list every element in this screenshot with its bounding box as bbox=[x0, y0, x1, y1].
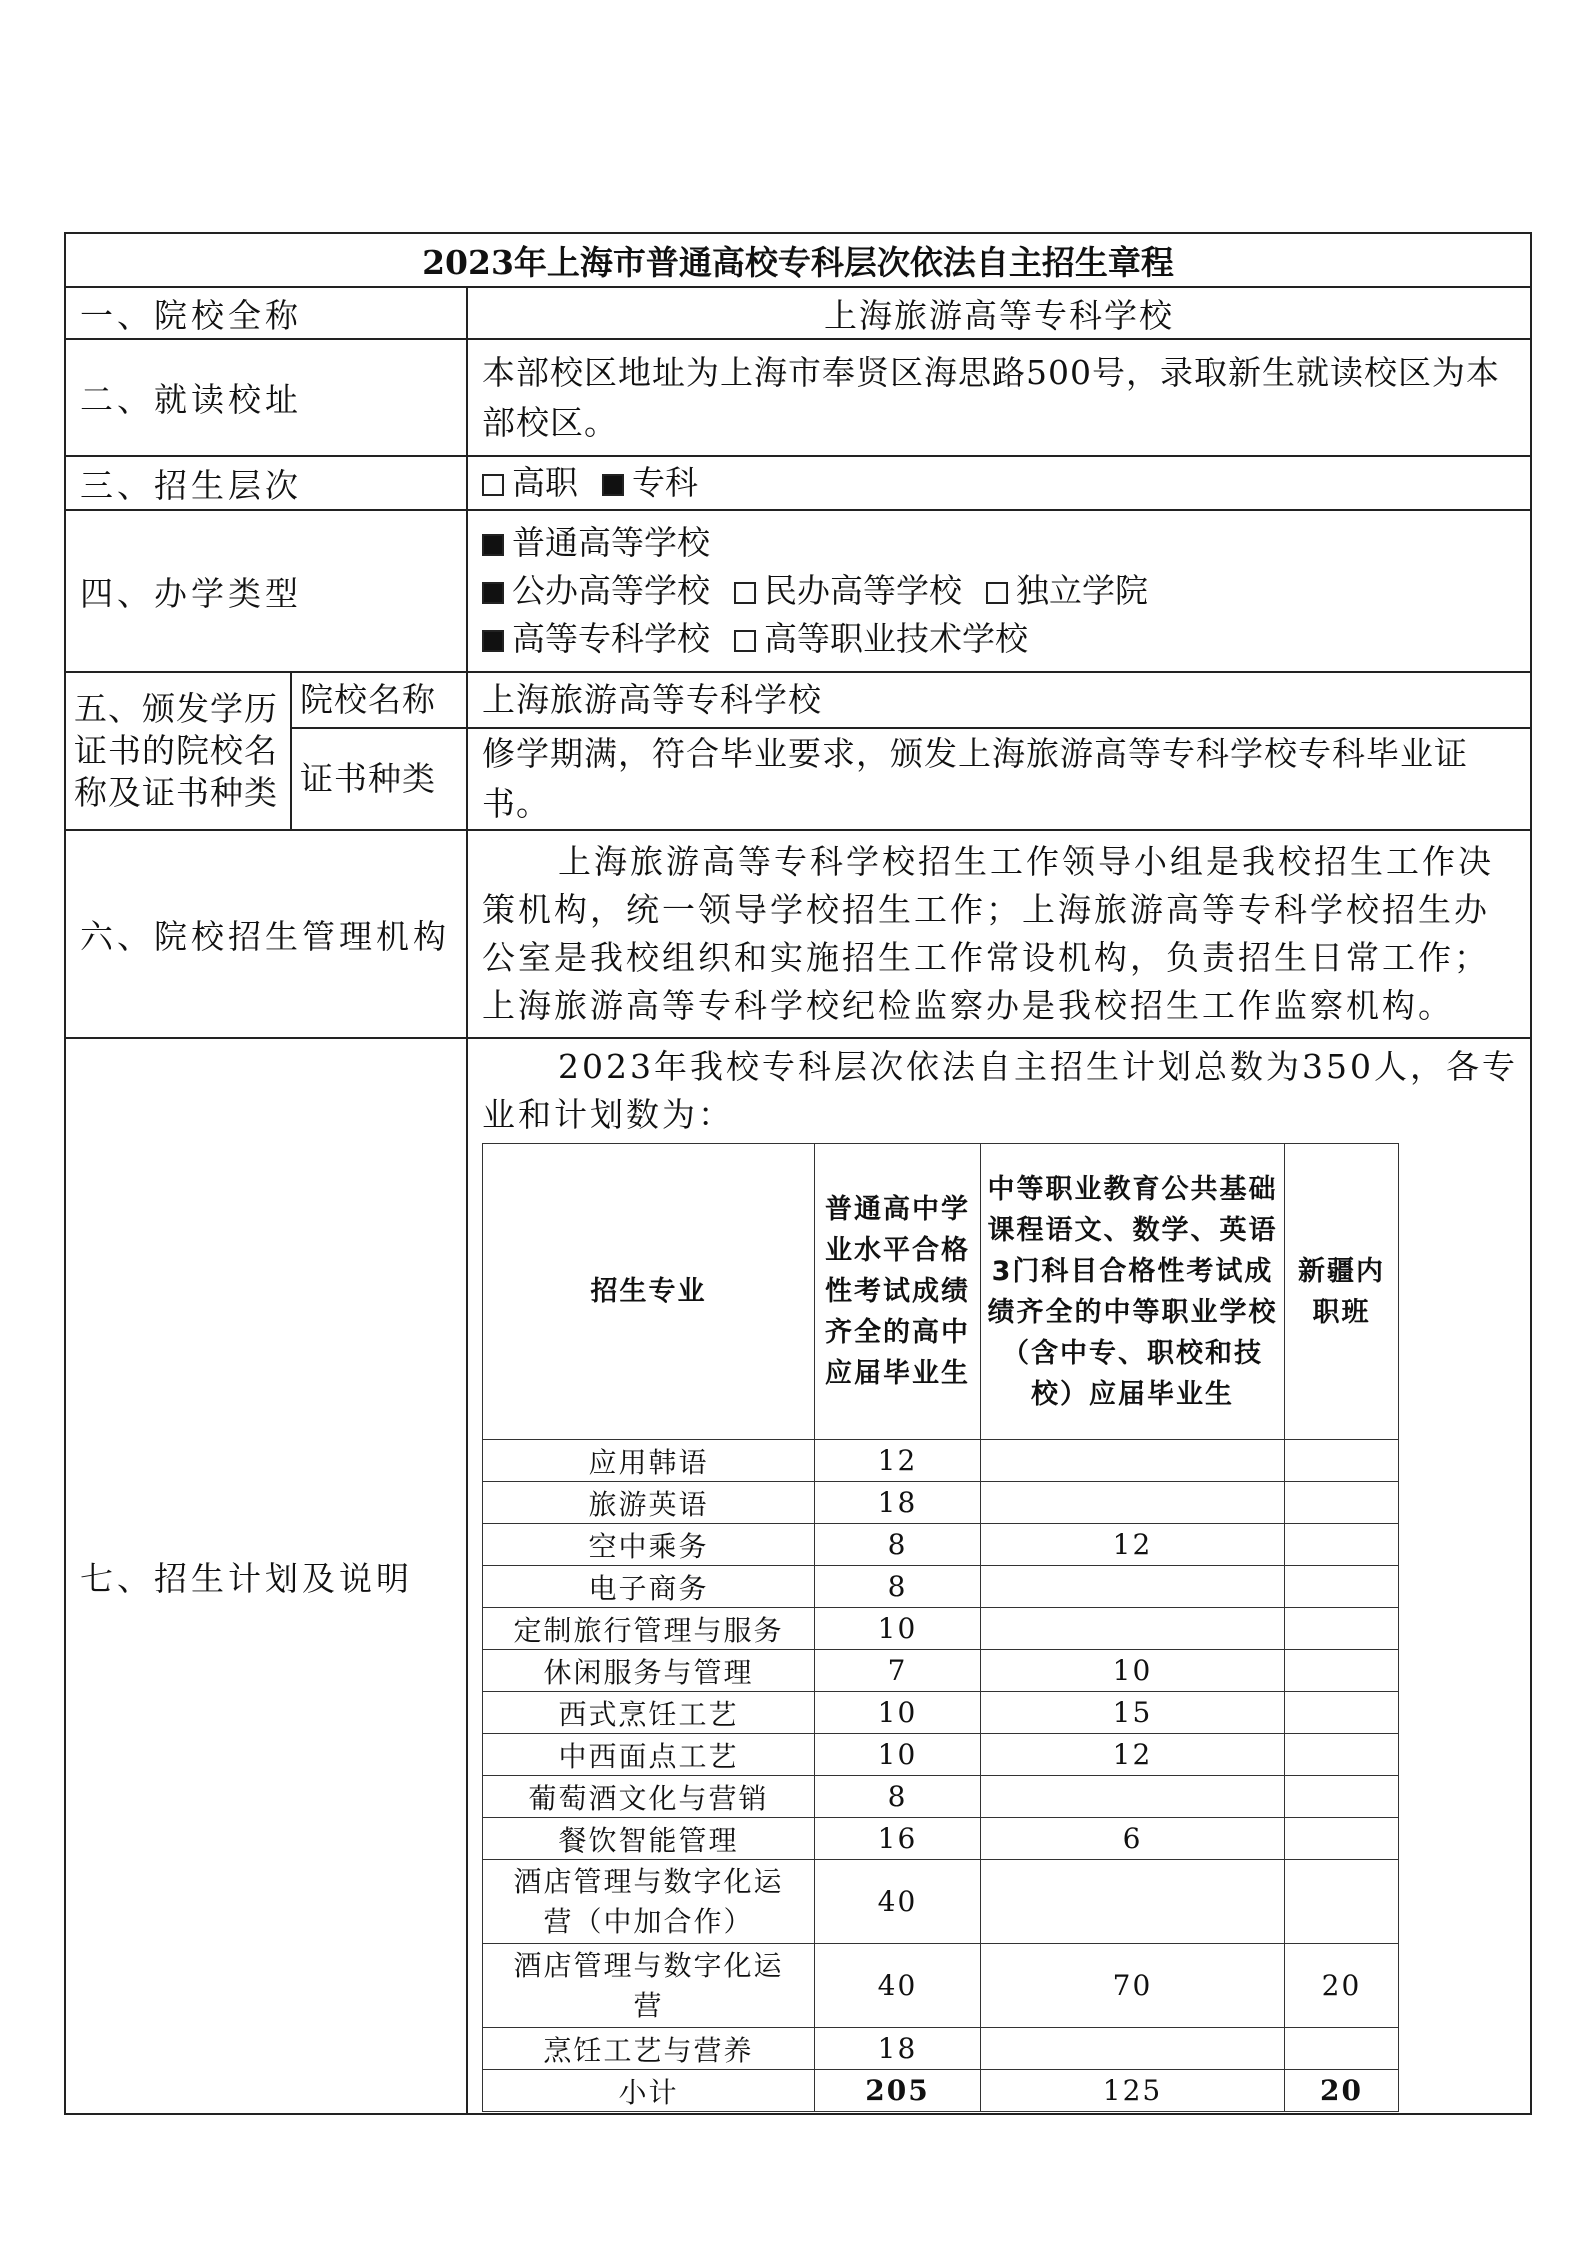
cell-xinjiang bbox=[1285, 1566, 1399, 1608]
cell-vocational bbox=[981, 1776, 1285, 1818]
cell-high-school: 10 bbox=[815, 1692, 981, 1734]
cell-high-school: 18 bbox=[815, 2028, 981, 2070]
table-row bbox=[483, 1818, 1399, 1860]
option-label: 高等职业技术学校 bbox=[764, 619, 1028, 658]
option-line bbox=[482, 567, 1516, 615]
cell-major: 休闲服务与管理 bbox=[483, 1650, 815, 1692]
cell-xinjiang bbox=[1285, 1524, 1399, 1566]
cell-major: 空中乘务 bbox=[483, 1524, 815, 1566]
cell-vocational: 15 bbox=[981, 1692, 1285, 1734]
checked-box-icon bbox=[482, 630, 504, 652]
unchecked-box-icon bbox=[734, 630, 756, 652]
option-item bbox=[986, 571, 1148, 610]
option-label: 专科 bbox=[632, 463, 698, 502]
cell-high-school: 8 bbox=[815, 1566, 981, 1608]
header-xinjiang: 新疆内职班 bbox=[1285, 1144, 1399, 1440]
option-item bbox=[482, 571, 710, 610]
table-row bbox=[483, 1734, 1399, 1776]
unchecked-box-icon bbox=[734, 582, 756, 604]
cell-high-school: 10 bbox=[815, 1608, 981, 1650]
cell-major: 葡萄酒文化与营销 bbox=[483, 1776, 815, 1818]
checked-box-icon bbox=[482, 534, 504, 556]
table-row bbox=[483, 1482, 1399, 1524]
total-vocational: 125 bbox=[981, 2070, 1285, 2112]
option-label: 公办高等学校 bbox=[512, 571, 710, 610]
unchecked-box-icon bbox=[986, 582, 1008, 604]
level-options bbox=[467, 456, 1531, 510]
total-label: 小计 bbox=[483, 2070, 815, 2112]
school-full-name: 上海旅游高等专科学校 bbox=[467, 287, 1531, 339]
cell-high-school: 10 bbox=[815, 1734, 981, 1776]
section-label: 六、院校招生管理机构 bbox=[65, 830, 467, 1038]
header-major: 招生专业 bbox=[483, 1144, 815, 1440]
section-full-name bbox=[65, 287, 1531, 339]
checked-box-icon bbox=[602, 474, 624, 496]
option-label: 民办高等学校 bbox=[764, 571, 962, 610]
cell-major: 中西面点工艺 bbox=[483, 1734, 815, 1776]
option-label: 独立学院 bbox=[1016, 571, 1148, 610]
cell-xinjiang bbox=[1285, 1692, 1399, 1734]
table-row bbox=[483, 1944, 1399, 2028]
cell-vocational: 10 bbox=[981, 1650, 1285, 1692]
cell-major: 电子商务 bbox=[483, 1566, 815, 1608]
section-level bbox=[65, 456, 1531, 510]
cell-vocational bbox=[981, 1566, 1285, 1608]
section-label: 四、办学类型 bbox=[65, 510, 467, 672]
cell-xinjiang bbox=[1285, 1482, 1399, 1524]
option-label: 高等专科学校 bbox=[512, 619, 710, 658]
cell-vocational: 70 bbox=[981, 1944, 1285, 2028]
cell-major: 烹饪工艺与营养 bbox=[483, 2028, 815, 2070]
cell-xinjiang bbox=[1285, 1776, 1399, 1818]
option-label: 普通高等学校 bbox=[512, 523, 710, 562]
option-line bbox=[482, 615, 1516, 663]
cell-xinjiang bbox=[1285, 1734, 1399, 1776]
header-vocational: 中等职业教育公共基础课程语文、数学、英语3门科目合格性考试成绩齐全的中等职业学校（含中专、职校和技校）应届毕业生 bbox=[981, 1144, 1285, 1440]
cell-xinjiang bbox=[1285, 1860, 1399, 1944]
cell-vocational bbox=[981, 2028, 1285, 2070]
cell-major: 应用韩语 bbox=[483, 1440, 815, 1482]
cell-vocational bbox=[981, 1482, 1285, 1524]
cell-major: 定制旅行管理与服务 bbox=[483, 1608, 815, 1650]
cert-type-label: 证书种类 bbox=[291, 728, 467, 830]
cell-high-school: 16 bbox=[815, 1818, 981, 1860]
cell-xinjiang bbox=[1285, 1818, 1399, 1860]
cert-school-name: 上海旅游高等专科学校 bbox=[467, 672, 1531, 728]
table-row bbox=[483, 1440, 1399, 1482]
enrollment-plan-table bbox=[482, 1143, 1399, 2112]
cell-high-school: 18 bbox=[815, 1482, 981, 1524]
cell-xinjiang bbox=[1285, 2028, 1399, 2070]
cell-major: 旅游英语 bbox=[483, 1482, 815, 1524]
total-high-school: 205 bbox=[815, 2070, 981, 2112]
total-row bbox=[483, 2070, 1399, 2112]
section-label: 七、招生计划及说明 bbox=[65, 1038, 467, 2114]
cell-vocational: 12 bbox=[981, 1524, 1285, 1566]
option-item bbox=[602, 463, 698, 502]
cell-high-school: 12 bbox=[815, 1440, 981, 1482]
table-row bbox=[483, 1776, 1399, 1818]
option-item bbox=[482, 463, 578, 502]
cell-high-school: 40 bbox=[815, 1944, 981, 2028]
total-xinjiang: 20 bbox=[1285, 2070, 1399, 2112]
table-row bbox=[483, 2028, 1399, 2070]
table-row bbox=[483, 1692, 1399, 1734]
section-label: 一、院校全称 bbox=[65, 287, 467, 339]
option-line bbox=[482, 519, 1516, 567]
option-item bbox=[734, 571, 962, 610]
cell-xinjiang: 20 bbox=[1285, 1944, 1399, 2028]
section-certificate-name bbox=[65, 672, 1531, 728]
plan-cell bbox=[467, 1038, 1531, 2114]
option-item bbox=[482, 619, 710, 658]
section-address bbox=[65, 339, 1531, 456]
option-label: 高职 bbox=[512, 463, 578, 502]
cell-xinjiang bbox=[1285, 1440, 1399, 1482]
cell-vocational bbox=[981, 1440, 1285, 1482]
cell-xinjiang bbox=[1285, 1608, 1399, 1650]
header-high-school: 普通高中学业水平合格性考试成绩齐全的高中应届毕业生 bbox=[815, 1144, 981, 1440]
section-label: 二、就读校址 bbox=[65, 339, 467, 456]
admission-office-desc: 上海旅游高等专科学校招生工作领导小组是我校招生工作决策机构，统一领导学校招生工作；上海旅游高等专科学校招生办公室是我校组织和实施招生工作常设机构，负责招生日常工作；上海旅游高等专科学校纪检监察办是我校招生工作监察机构。 bbox=[467, 830, 1531, 1038]
admission-charter-table bbox=[64, 232, 1532, 2115]
cell-major: 酒店管理与数字化运营（中加合作） bbox=[483, 1860, 815, 1944]
school-type-options bbox=[467, 510, 1531, 672]
checked-box-icon bbox=[482, 582, 504, 604]
cell-high-school: 7 bbox=[815, 1650, 981, 1692]
cell-high-school: 8 bbox=[815, 1776, 981, 1818]
cell-xinjiang bbox=[1285, 1650, 1399, 1692]
cert-school-name-label: 院校名称 bbox=[291, 672, 467, 728]
option-item bbox=[482, 523, 710, 562]
table-row bbox=[483, 1860, 1399, 1944]
section-plan bbox=[65, 1038, 1531, 2114]
unchecked-box-icon bbox=[482, 474, 504, 496]
school-address: 本部校区地址为上海市奉贤区海思路500号，录取新生就读校区为本部校区。 bbox=[467, 339, 1531, 456]
cell-major: 餐饮智能管理 bbox=[483, 1818, 815, 1860]
table-row bbox=[483, 1608, 1399, 1650]
cell-major: 酒店管理与数字化运营 bbox=[483, 1944, 815, 2028]
cell-vocational bbox=[981, 1860, 1285, 1944]
table-row bbox=[483, 1524, 1399, 1566]
cell-vocational: 6 bbox=[981, 1818, 1285, 1860]
table-row bbox=[483, 1566, 1399, 1608]
cell-high-school: 40 bbox=[815, 1860, 981, 1944]
title-row bbox=[65, 233, 1531, 287]
document-title: 2023年上海市普通高校专科层次依法自主招生章程 bbox=[65, 233, 1531, 287]
option-item bbox=[734, 619, 1028, 658]
plan-intro: 2023年我校专科层次依法自主招生计划总数为350人，各专业和计划数为： bbox=[482, 1047, 1518, 1134]
section-label: 五、颁发学历证书的院校名称及证书种类 bbox=[65, 672, 291, 830]
cell-vocational bbox=[981, 1608, 1285, 1650]
section-label: 三、招生层次 bbox=[65, 456, 467, 510]
cert-type: 修学期满，符合毕业要求，颁发上海旅游高等专科学校专科毕业证书。 bbox=[467, 728, 1531, 830]
cell-vocational: 12 bbox=[981, 1734, 1285, 1776]
plan-header-row bbox=[483, 1144, 1399, 1440]
section-school-type bbox=[65, 510, 1531, 672]
table-row bbox=[483, 1650, 1399, 1692]
section-admission-office bbox=[65, 830, 1531, 1038]
cell-major: 西式烹饪工艺 bbox=[483, 1692, 815, 1734]
cell-high-school: 8 bbox=[815, 1524, 981, 1566]
